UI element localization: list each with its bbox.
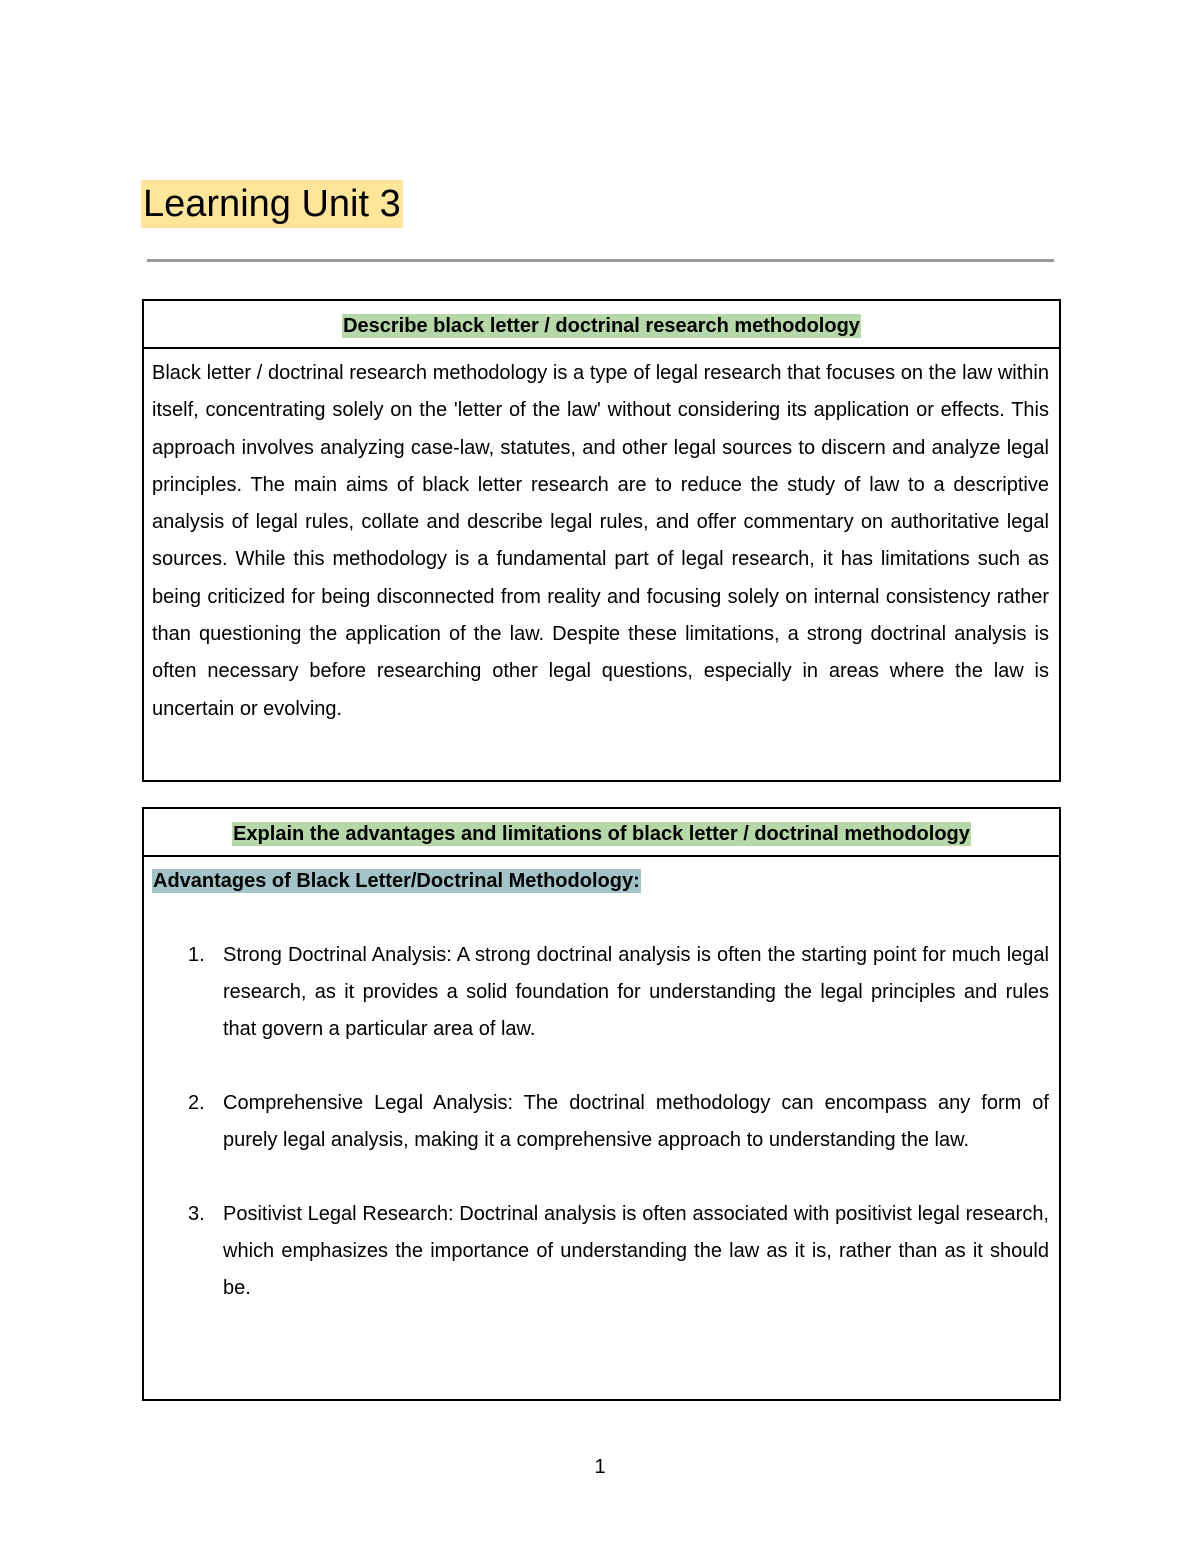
title-divider <box>147 259 1054 262</box>
list-item-number: 2. <box>188 1092 205 1114</box>
advantages-section-heading: Explain the advantages and limitations of black letter / doctrinal methodology <box>233 823 970 845</box>
describe-section-paragraph: Black letter / doctrinal research methodology is a type of legal research that focuses on the law within itself, concentrating solely on the 'letter of the law' without considering its application or effects. This approach involves analyzing case-law, statutes, and other legal sources to discern and analyze legal principles. The main aims of black letter research are to reduce the study of law to a descriptive analysis of legal rules, collate and describe legal rules, and offer commentary on authoritative legal sources. While this methodology is a fundamental part of legal research, it has limitations such as being criticized for being disconnected from reality and focusing solely on internal consistency rather than questioning the application of the law. Despite these limitations, a strong doctrinal analysis is often necessary before researching other legal questions, especially in areas where the law is uncertain or evolving. <box>152 362 1049 720</box>
list-item-number: 1. <box>188 944 205 966</box>
describe-section-heading: Describe black letter / doctrinal research methodology <box>343 315 860 337</box>
list-item-text: Strong Doctrinal Analysis: A strong doctrinal analysis is often the starting point for much legal research, as it provides a solid foundation for understanding the legal principles and rules that govern a particular area of law. <box>223 944 1049 1040</box>
list-item-text: Positivist Legal Research: Doctrinal analysis is often associated with positivist legal research, which emphasizes the importance of understanding the law as it is, rather than as it should be. <box>223 1203 1049 1299</box>
list-item <box>152 1196 1049 1307</box>
list-item <box>152 937 1049 1048</box>
advantages-subheading <box>152 863 1049 900</box>
describe-section-header <box>144 301 1059 349</box>
list-item-number: 3. <box>188 1203 205 1225</box>
advantages-list <box>152 937 1049 1307</box>
page-number: 1 <box>594 1456 606 1478</box>
advantages-section <box>142 807 1061 1401</box>
page-title: Learning Unit 3 <box>141 180 403 228</box>
list-item <box>152 1085 1049 1159</box>
advantages-section-body <box>144 857 1059 1307</box>
advantages-section-header <box>144 809 1059 857</box>
list-item-text: Comprehensive Legal Analysis: The doctrinal methodology can encompass any form of purely legal analysis, making it a comprehensive approach to understanding the law. <box>223 1092 1049 1151</box>
describe-section-body <box>144 349 1059 728</box>
describe-section <box>142 299 1061 782</box>
advantages-subheading-text: Advantages of Black Letter/Doctrinal Methodology: <box>153 870 640 892</box>
